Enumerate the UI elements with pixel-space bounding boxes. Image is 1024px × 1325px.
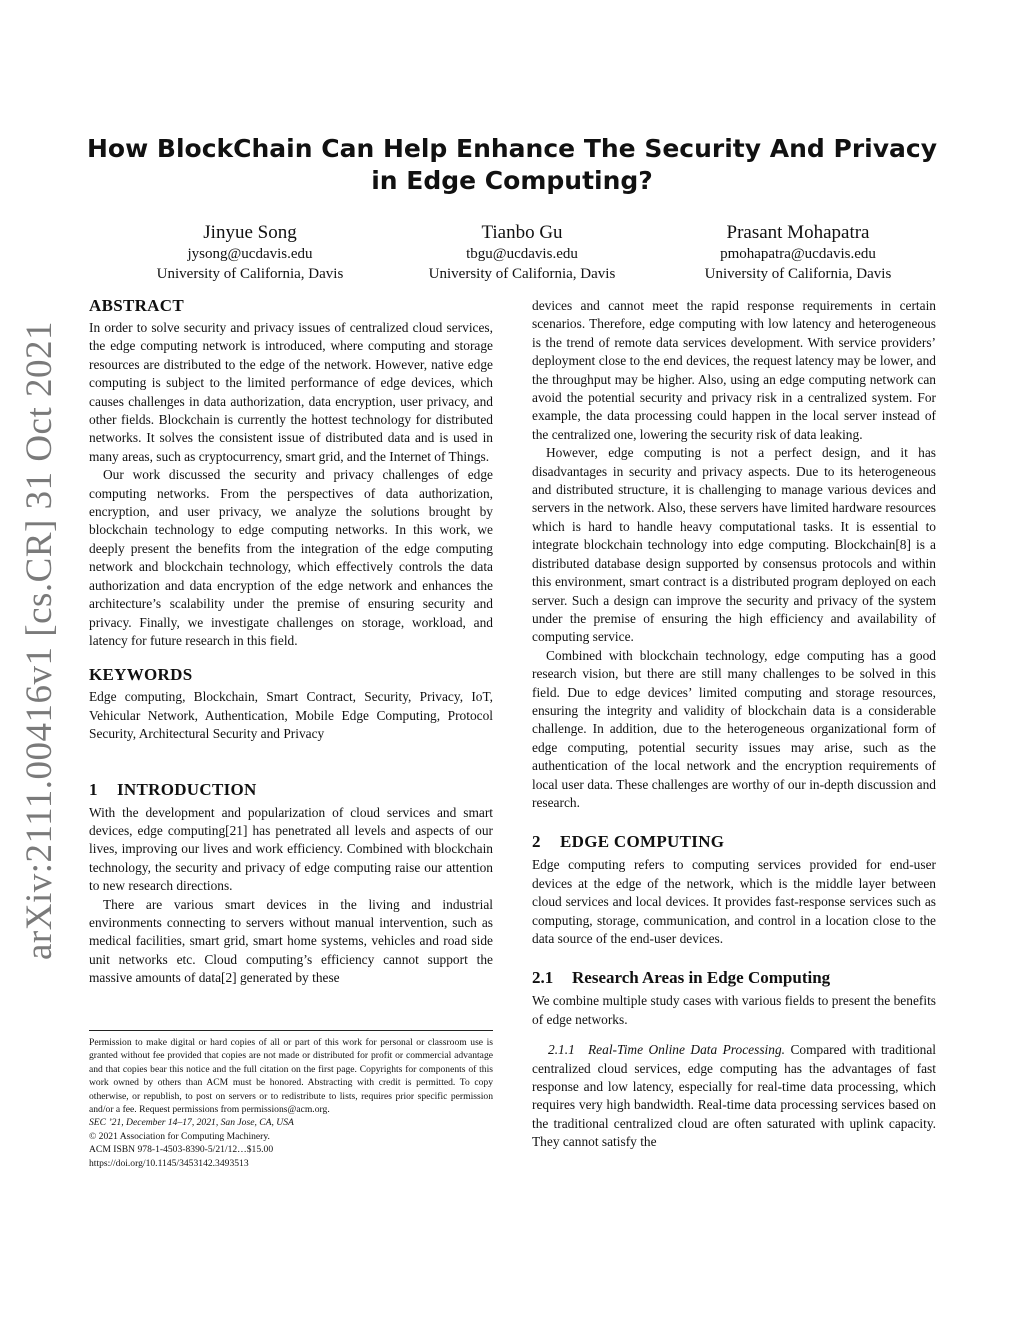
arxiv-side-stamp <box>10 140 70 1140</box>
copyright-footnote <box>89 1030 493 1170</box>
keywords-text: Edge computing, Blockchain, Smart Contract, Security, Privacy, IoT, Vehicular Network, Authentication, Mobile Edge Computing, Protocol Security, Architectural Security and Privacy <box>89 689 493 742</box>
conference-info: SEC ’21, December 14–17, 2021, San Jose, CA, USA <box>89 1117 294 1129</box>
author-name: Prasant Mohapatra <box>726 222 870 243</box>
section-title: EDGE COMPUTING <box>560 832 725 852</box>
author-email: jysong@ucdavis.edu <box>187 246 313 262</box>
section-number: 1 <box>89 779 98 799</box>
abstract-heading: ABSTRACT <box>89 296 184 315</box>
research-areas-heading <box>532 968 936 988</box>
right-column <box>532 297 936 1152</box>
author-1 <box>120 221 380 284</box>
isbn-line: ACM ISBN 978-1-4503-8390-5/21/12…$15.00 <box>89 1144 274 1156</box>
author-email: tbgu@ucdavis.edu <box>466 246 578 262</box>
paper-title: How BlockChain Can Help Enhance The Security And Privacy in Edge Computing? <box>87 134 937 195</box>
real-time-processing-paragraph <box>532 1041 936 1151</box>
introduction-paragraph-3: However, edge computing is not a perfect design, and it has disadvantages in security and privacy aspects. Due to its heterogeneous and distributed structure, it is challenging to manage various devices and servers in the network. Also, these servers have limited hardware resources which is hard to handle heavy computational tasks. It is essential to integrate blockchain technology into edge computing. Blockchain[8] is a distributed database design supported by consensus protocols and within this environment, smart contract is a distributed program deployed on each server. Such a design can improve the security and privacy of the system under the premise of ensuring the high efficiency and availability of computing service. <box>532 445 936 645</box>
section-title: INTRODUCTION <box>117 779 257 799</box>
author-name: Tianbo Gu <box>481 222 563 243</box>
introduction-paragraph-4: Combined with blockchain technology, edge computing has a good research vision, but there are still many challenges to be solved in this field. Due to edge devices’ limited computing and storage resources, ensuring the integrity and validity of blockchain data is a considerable challenge. In addition, due to the heterogeneous organizational form of edge computing, potential security issues may arise, such as the authentication of the local network and the encryption requirements of local user data. These challenges are worthy of our in-depth discussion and research. <box>532 647 936 810</box>
research-areas-paragraph: We combine multiple study cases with various fields to present the benefits of edge networks. <box>532 993 936 1027</box>
subsection-title: Research Areas in Edge Computing <box>572 968 831 988</box>
introduction-paragraph-1: With the development and popularization of cloud services and smart devices, edge computing[21] has penetrated all levels and aspects of our lives, improving our lives and work efficiency. Combined with blockchain technology, the security and privacy of edge computing raise our attention to new research directions. <box>89 804 493 894</box>
left-column <box>89 296 493 988</box>
abstract-paragraph-2: Our work discussed the security and privacy challenges of edge computing networks. From the perspectives of data authorization, encryption, and user privacy, we analyze the solutions brought by blockchain technology to edge computing networks. In this work, we deeply present the benefits from the integration of the edge computing network and blockchain technology, which effectively controls the data authorization and data encryption of the edge network and enhances the architecture’s scalability under the premise of ensuring security and privacy. Finally, we investigate challenges on storage, workload, and latency for future research in this field. <box>89 467 493 648</box>
arxiv-identifier: arXiv:2111.00416v1 [cs.CR] 31 Oct 2021 <box>19 320 61 960</box>
author-name: Jinyue Song <box>203 222 297 243</box>
author-affiliation: University of California, Davis <box>156 266 344 282</box>
author-2 <box>392 221 652 284</box>
edge-computing-heading <box>532 832 936 852</box>
copyright-line: © 2021 Association for Computing Machinery. <box>89 1130 270 1142</box>
introduction-paragraph-2-continued: devices and cannot meet the rapid response requirements in certain scenarios. Therefore, edge computing with low latency and heterogeneous is the trend of remote data services development. With service providers’ deployment close to the end devices, the request latency may be lower, and the throughput may be higher. Also, using an edge computing network can avoid the potential security and privacy risk in a centralized system. For example, the data processing could happen in the local server instead of the centralized one, lowering the security risk of data leaking. <box>532 298 936 442</box>
subsection-number: 2.1 <box>532 968 554 988</box>
author-affiliation: University of California, Davis <box>704 266 892 282</box>
subsubsection-title: Real-Time Online Data Processing. <box>588 1042 785 1058</box>
author-affiliation: University of California, Davis <box>428 266 616 282</box>
edge-computing-paragraph: Edge computing refers to computing services provided for end-user devices at the edge of the network, which is the middle layer between cloud services and local devices. It provides fast-response services such as computing, storage, communication, and control in a location close to the data source of the end-user devices. <box>532 857 936 946</box>
keywords-heading: KEYWORDS <box>89 665 193 685</box>
author-3 <box>668 221 928 284</box>
author-email: pmohapatra@ucdavis.edu <box>720 246 876 262</box>
abstract-paragraph-1: In order to solve security and privacy issues of centralized cloud services, the edge computing network is introduced, where computing and storage resources are distributed to the edge of the network. However, native edge computing is subject to the limited performance of edge devices, which causes challenges in data authorization, data encryption, user privacy, and other fields. Blockchain is currently the hottest technology for distributed networks. It solves the consistent issue of distributed data and is used in many areas, such as cryptocurrency, smart grid, and the Internet of Things. <box>89 320 493 464</box>
subsubsection-text: Compared with traditional centralized cloud services, edge computing has the advantages of fast response and low latency, especially for real-time data processing, which requires very high bandwidth. Real-time data processing services based on the traditional centralized cloud are often saturated with uplink capacity. They cannot satisfy the <box>532 1042 936 1150</box>
section-number: 2 <box>532 832 541 852</box>
introduction-paragraph-2: There are various smart devices in the living and industrial environments connecting to servers without manual intervention, such as medical facilities, smart grid, smart home systems, vehicles and road side unit networks etc. Cloud computing’s efficiency cannot support the massive amounts of data[2] generated by these <box>89 896 493 986</box>
permission-notice: Permission to make digital or hard copies of all or part of this work for personal or classroom use is granted without fee provided that copies are not made or distributed for profit or commercial advantage and that copies bear this notice and the full citation on the first page. Copyrights for components of this work owned by others than ACM must be honored. Abstracting with credit is permitted. To copy otherwise, or republish, to post on servers or to redistribute to lists, requires prior specific permission and/or a fee. Request permissions from permissions@acm.org. <box>89 1037 493 1116</box>
subsubsection-number: 2.1.1 <box>548 1042 575 1058</box>
introduction-heading <box>89 780 493 800</box>
author-block <box>120 221 920 291</box>
doi-link[interactable]: https://doi.org/10.1145/3453142.3493513 <box>89 1157 249 1169</box>
